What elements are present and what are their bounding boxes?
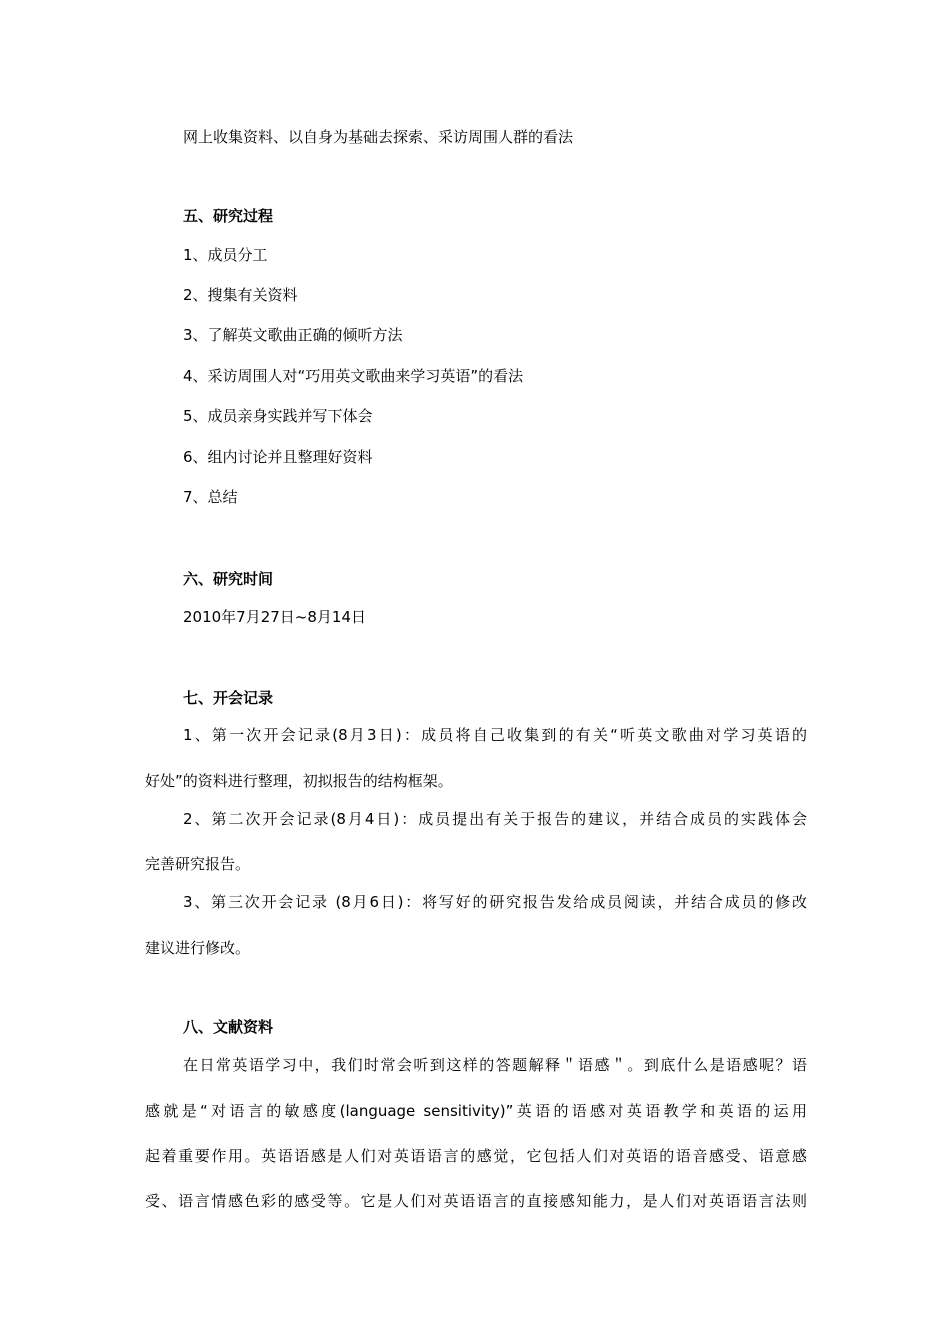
literature-line: 受、语言情感色彩的感受等。它是人们对英语语言的直接感知能力，是人们对英语语言法则 bbox=[145, 1192, 807, 1210]
literature-line: 在日常英语学习中，我们时常会听到这样的答题解释＂语感＂。到底什么是语感呢？语 bbox=[183, 1056, 807, 1074]
research-time-text: 2010年7月27日~8月14日 bbox=[183, 608, 367, 626]
section-heading-research-time: 六、研究时间 bbox=[183, 570, 274, 588]
literature-line: 感就是“对语言的敏感度(language sensitivity)”英语的语感对英语教学和英语的运用 bbox=[145, 1102, 807, 1120]
process-item: 3、了解英文歌曲正确的倾听方法 bbox=[183, 326, 403, 344]
meeting-record-line: 建议进行修改。 bbox=[145, 939, 251, 957]
research-method-text: 网上收集资料、以自身为基础去探索、采访周围人群的看法 bbox=[183, 128, 574, 146]
process-item: 6、组内讨论并且整理好资料 bbox=[183, 448, 373, 466]
process-item: 1、成员分工 bbox=[183, 246, 268, 264]
meeting-record-line: 1、第一次开会记录(8月3日)：成员将自己收集到的有关“听英文歌曲对学习英语的 bbox=[183, 726, 807, 744]
process-item: 5、成员亲身实践并写下体会 bbox=[183, 407, 373, 425]
section-heading-meeting-records: 七、开会记录 bbox=[183, 689, 274, 707]
section-heading-research-process: 五、研究过程 bbox=[183, 207, 274, 225]
process-item: 7、总结 bbox=[183, 488, 238, 506]
process-item: 2、搜集有关资料 bbox=[183, 286, 298, 304]
meeting-record-line: 2、第二次开会记录(8月4日)：成员提出有关于报告的建议，并结合成员的实践体会 bbox=[183, 810, 807, 828]
literature-line: 起着重要作用。英语语感是人们对英语语言的感觉，它包括人们对英语的语音感受、语意感 bbox=[145, 1147, 807, 1165]
meeting-record-line: 好处”的资料进行整理，初拟报告的结构框架。 bbox=[145, 772, 453, 790]
meeting-record-line: 完善研究报告。 bbox=[145, 855, 251, 873]
section-heading-literature: 八、文献资料 bbox=[183, 1018, 274, 1036]
process-item: 4、采访周围人对“巧用英文歌曲来学习英语”的看法 bbox=[183, 367, 524, 385]
meeting-record-line: 3、第三次开会记录 (8月6日)：将写好的研究报告发给成员阅读，并结合成员的修改 bbox=[183, 893, 807, 911]
